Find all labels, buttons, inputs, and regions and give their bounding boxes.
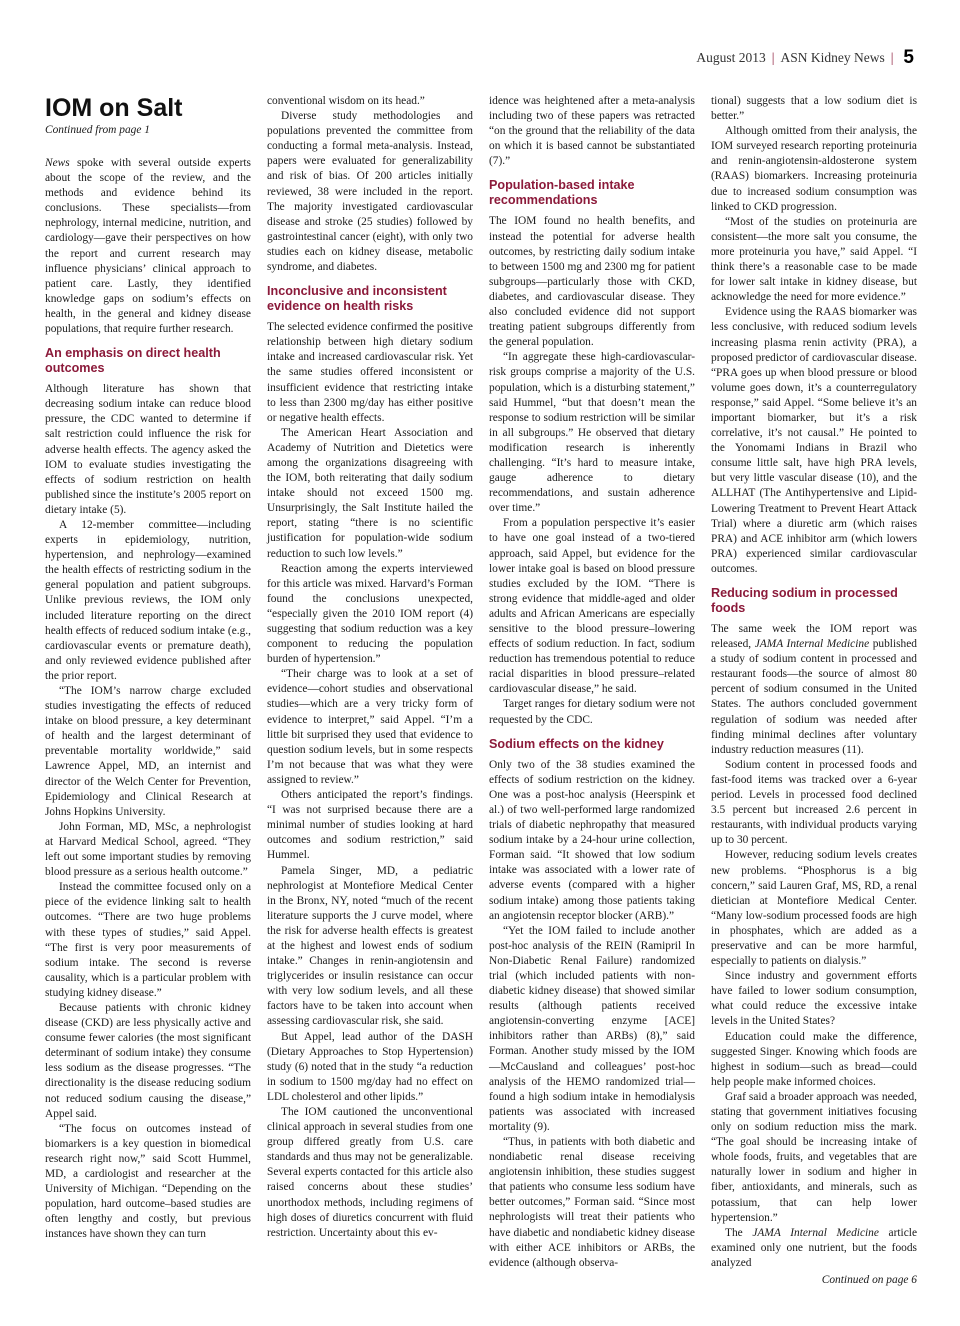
section-heading: Reducing sodium in processed foods <box>711 586 898 615</box>
paragraph: Pamela Singer, MD, a pediatric nephrologist at Montefiore Medical Center in the Bronx, NY, noted “much of the recent literature supports the J curve model, where the risk for adverse health effects is greatest at the highest and lowest ends of sodium intake.” Changes in renin-angiotensin and triglycerides or insulin resistance can occur with very low sodium levels, and all these factors have to be taken into account when assessing cardiovascular risk, she said. <box>267 864 473 1028</box>
paragraph: Reaction among the experts interviewed for this article was mixed. Harvard’s Forman found the conclusions unexpected, “especially given the 2010 IOM report (4) suggesting that sodium reduction was a key component to reducing the population burden of hypertension.” <box>267 562 473 666</box>
paragraph: The IOM cautioned the unconventional clinical approach in several studies from one group differed greatly from U.S. care standards and thus may not be generalizable. Several experts contacted for this article also raised concerns about these studies’ unorthodox methods, including regimens of high doses of diuretics concurrent with fluid restriction. Uncertainty about this ev- <box>267 1106 473 1239</box>
paragraph: Instead the committee focused only on a piece of the evidence linking salt to health outcomes. “There are two huge problems with these types of studies,” said Appel. “The first is very poor measurements of sodium intake. The second is reverse causality, which is a particular problem with studying kidney disease.” <box>45 881 251 999</box>
paragraph: Because patients with chronic kidney disease (CKD) are less physically active and consume fewer calories (the most significant determinant of sodium intake) they consume less sodium as the disease progresses. “The directionality is the disease reducing sodium not reduced sodium causing the disease,” Appel said. <box>45 1001 251 1120</box>
paragraph-text: The same week the IOM report was released, <box>711 623 917 651</box>
paragraph: The IOM found no health benefits, and instead the potential for adverse health outcomes, by restricting daily sodium intake to between 1500 mg and 2300 mg for patient subgroups—particularly those with CKD, diabetes, and cardiovascular disease. They also concluded evidence did not support treating patient subgroups differently from the general population. <box>489 215 695 349</box>
header-separator: | <box>771 50 775 65</box>
paragraph: Although omitted from their analysis, the IOM surveyed research reporting proteinuria and renin-angiotensin-aldosterone system (RAAS) biomarkers. Increasing proteinuria due to increased sodium consumption was linked to CKD progression. <box>711 125 917 213</box>
continued-on: Continued on page 6 <box>821 1274 917 1287</box>
column-1 <box>45 94 251 1242</box>
paragraph: Sodium content in processed foods and fast-food items was tracked over a 6-year period. Levels in processed food declined 3.5 percent but increased 2.6 percent in restaurants, with individual products varying up to 30 percent. <box>711 758 917 847</box>
paragraph-text: spoke with several outside experts about the scope of the review, and the methods and evidence behind its conclusions. These specialists—from nephrology, internal medicine, nutrition, and cardiology—gave their perspectives on how the report and current research may influence physicians’ clinical approach to patient care. Lastly, they identified knowledge gaps on sodium’s effects on health, in the general and kidney disease populations, that require further research. <box>45 157 251 336</box>
paragraph: Since industry and government efforts have failed to lower sodium consumption, what could reduce the excessive intake levels in the United States? <box>711 970 917 1028</box>
paragraph-text: published a study of sodium content in processed and restaurant foods—the source of almost 80 percent of sodium consumed in the United States. The authors concluded government regulation of sodium was needed after finding minimal declines after voluntary industry reduction measures (11). <box>711 638 917 756</box>
paragraph: Others anticipated the report’s findings. “I was not surprised because there are a minimal number of studies looking at hard outcomes and sodium restriction,” said Hummel. <box>267 789 473 862</box>
section-heading: Inconclusive and inconsistent evidence on health risks <box>267 284 447 314</box>
news-lead: News <box>45 157 70 169</box>
paragraph-text: The <box>725 1226 753 1239</box>
paragraph <box>711 622 917 758</box>
section-heading: Sodium effects on the kidney <box>489 736 664 751</box>
paragraph: Evidence using the RAAS biomarker was less conclusive, with reduced sodium levels increasing plasma renin activity (PRA), a proposed predictor of cardiovascular disease. “PRA goes up when blood pressure or blood volume goes down, it’s a counterregulatory response,” said Appel. “Some believe it’s an important biomarker, but it’s a risk correlative, it’s not causal.” He pointed to the Yonomami Indians in Brazil who consume little salt, have high PRA levels, but very little vascular disease (10), and the ALLHAT (The Antihypertensive and Lipid-Lowering Treatment to Prevent Heart Attack Trial) where a diuretic arm (which raises PRA) and ACE inhibitor arm (which lowers PRA) experienced similar cardiovascular outcomes. <box>711 306 917 575</box>
paragraph: Diverse study methodologies and populations prevented the committee from conducting a formal meta-analysis. Instead, papers were evaluated for generalizability and risk of bias. Of 200 articles initially reviewed, 38 were included in the report. The majority investigated cardiovascular disease and stroke (25 studies) followed by gastrointestinal cancer (eight), with only two studies each on kidney disease, metabolic syndrome, and diabetes. <box>267 110 473 274</box>
section-heading: An emphasis on direct health outcomes <box>45 346 221 376</box>
paragraph: Only two of the 38 studies examined the effects of sodium restriction on the kidney. One was a post-hoc analysis (Heerspink et al.) of two well-performed large randomized trials of diabetic nephropathy that measured sodium intake by a 24-hour urine collection, Forman said. “It showed that low sodium intake was associated with a lower rate of adverse events (compared with a higher sodium intake) among those patients taking an angiotensin receptor blocker (ARB).” <box>489 758 695 922</box>
paragraph: “The IOM’s narrow charge excluded studies investigating the effects of reduced intake on blood pressure, a key determinant of health and the largest determinant of preventable mortality worldwide,” said Lawrence Appel, MD, an internist and director of the Welch Center for Prevention, Epidemiology and Clinical Research at Johns Hopkins University. <box>45 685 251 818</box>
paragraph: A 12-member committee—including experts in epidemiology, nutrition, hypertension, and nephrology—examined the health effects of restricting sodium in the general population and patient subgroups. Unlike previous reviews, the IOM only included literature reporting on the direct health effects of reduced sodium intake (e.g., cardiovascular events or premature death), and only reviewed evidence published after the prior report. <box>45 518 251 682</box>
column-3 <box>489 94 695 1271</box>
paragraph: “The focus on outcomes instead of biomarkers is a key question in biomedical research right now,” said Scott Hummel, MD, a cardiologist and researcher at the University of Michigan. “Depending on the population, hard outcome–based studies are often lengthy and costly, but previous instances have shown they can turn <box>45 1122 251 1241</box>
paragraph: “In aggregate these high-cardiovascular-risk groups comprise a majority of the U.S. population, which is a disturbing statement,” said Hummel, “but that doesn’t mean the response to sodium restriction will be similar in all subgroups.” He observed that dietary modification research is inherently challenging. “It’s hard to measure intake, gauge adherence to dietary recommendations, and sustain adherence over time.” <box>489 351 695 515</box>
journal-name: JAMA Internal Medicine <box>752 1226 879 1239</box>
article-title: IOM on Salt <box>45 94 183 122</box>
paragraph: However, reducing sodium levels creates new problems. “Phosphorus is a big concern,” said Lauren Graf, MS, RD, a renal dietician at Montefiore Medical Center. “Many low-sodium processed foods are high in phosphates, which are added as a preservative and can be more harmful, especially to patients on dialysis.” <box>711 849 917 968</box>
paragraph: Although literature has shown that decreasing sodium intake can reduce blood pressure, the CDC wanted to determine if salt restriction could influence the risk for adverse health effects. The agency asked the IOM to evaluate studies investigating the effects of sodium restriction on health published since the institute’s 2005 report on dietary intake (5). <box>45 383 251 516</box>
paragraph: tional) suggests that a low sodium diet is better.” <box>711 95 917 123</box>
paragraph <box>45 156 251 337</box>
paragraph: conventional wisdom on its head.” <box>267 95 425 107</box>
paragraph: “Thus, in patients with both diabetic and nondiabetic renal disease receiving angiotensin inhibition, these studies suggest that patients who consume less sodium have better outcomes,” Forman said. “Since most nephrologists will treat their patients who have diabetic and nondiabetic kidney disease with either ACE inhibitors or ARBs, the evidence (although observa- <box>489 1136 695 1269</box>
column-2 <box>267 94 473 1241</box>
page-number: 5 <box>903 47 914 68</box>
section-heading: Population-based intake recommendations <box>489 178 635 208</box>
paragraph: But Appel, lead author of the DASH (Dietary Approaches to Stop Hypertension) study (6) noted that in the study “a reduction in sodium to 1500 mg/day had no effect on LDL cholesterol and other lipids.” <box>267 1030 473 1103</box>
paragraph: From a population perspective it’s easier to have one goal instead of a two-tiered approach, said Appel, but evidence for the lower intake goal is based on blood pressure studies excluded by the IOM. “There is strong evidence that middle-aged and older adults and African Americans are especially sensitive to the blood pressure–lowering effects of sodium reduction. In fact, sodium reduction has tremendous potential to reduce racial disparities in blood pressure–related cardiovascular disease,” he said. <box>489 517 695 696</box>
paragraph-text: article examined only one nutrient, but the foods analyzed <box>711 1226 917 1269</box>
paragraph: Graf said a broader approach was needed, stating that government initiatives focusing only on sodium reduction miss the mark. “The goal should be increasing intake of whole foods, fruits, and vegetables that are naturally lower in sodium and higher in fiber, antioxidants, and minerals, such as potassium, that can help lower hypertension.” <box>711 1090 917 1224</box>
paragraph: John Forman, MD, MSc, a nephrologist at Harvard Medical School, agreed. “They left out some important studies by removing blood pressure as a serious health outcome.” <box>45 820 251 879</box>
continued-from: Continued from page 1 <box>45 124 150 136</box>
page-header <box>696 46 914 70</box>
paragraph: “Their charge was to look at a set of evidence—cohort studies and observational studies—which are a very tricky form of evidence to interpret,” said Appel. “I’m a little bit surprised they used that evidence to question sodium levels, but in some respects I’m not because that was what they were assigned to review.” <box>267 668 473 786</box>
paragraph: “Most of the studies on proteinuria are consistent—the more salt you consume, the more proteinuria you have,” said Appel. “I think there’s a reasonable case to be made for lower salt intake in kidney disease, but acknowledge the need for more evidence.” <box>711 215 917 304</box>
column-4 <box>711 94 917 1286</box>
issue-date: August 2013 <box>696 50 766 65</box>
paragraph: Education could make the difference, suggested Singer. Knowing which foods are highest in sodium—such as bread—could help people make informed choices. <box>711 1030 917 1088</box>
paragraph: The selected evidence confirmed the positive relationship between high dietary sodium intake and increased cardiovascular risk. Yet the same studies offered inconsistent or insufficient evidence that restricting intake to less than 2300 mg/day has either positive or negative health effects. <box>267 321 473 424</box>
journal-name: JAMA Internal Medicine <box>754 638 870 651</box>
paragraph: Target ranges for dietary sodium were not requested by the CDC. <box>489 698 695 726</box>
paragraph: “Yet the IOM failed to include another post-hoc analysis of the REIN (Ramipril In Non-Diabetic Renal Failure) randomized trial (which included patients with non-diabetic kidney disease) that showed similar results (although patients received angiotensin-converting enzyme [ACE] inhibitors rather than ARBs) (8),” said Forman. Another study missed by the IOM—McCausland and colleagues’ post-hoc analysis of the HEMO randomized trial—found a high sodium intake in hemodialysis patients was associated with increased mortality (9). <box>489 924 695 1133</box>
header-separator: | <box>890 50 894 65</box>
paragraph <box>711 1226 917 1271</box>
paragraph: idence was heightened after a meta-analysis including two of these papers was retracted “on the ground that the reliability of the data on which it is based cannot be substantiated (7).” <box>489 95 695 168</box>
publication-name: ASN Kidney News <box>780 50 885 65</box>
paragraph: The American Heart Association and Academy of Nutrition and Dietetics were among the organizations disagreeing with the IOM, both reiterating that daily sodium intake should not exceed 1500 mg. Unsurprisingly, the Salt Institute hailed the report, stating “there is no scientific justification for population-wide sodium reduction to such low levels.” <box>267 426 473 560</box>
